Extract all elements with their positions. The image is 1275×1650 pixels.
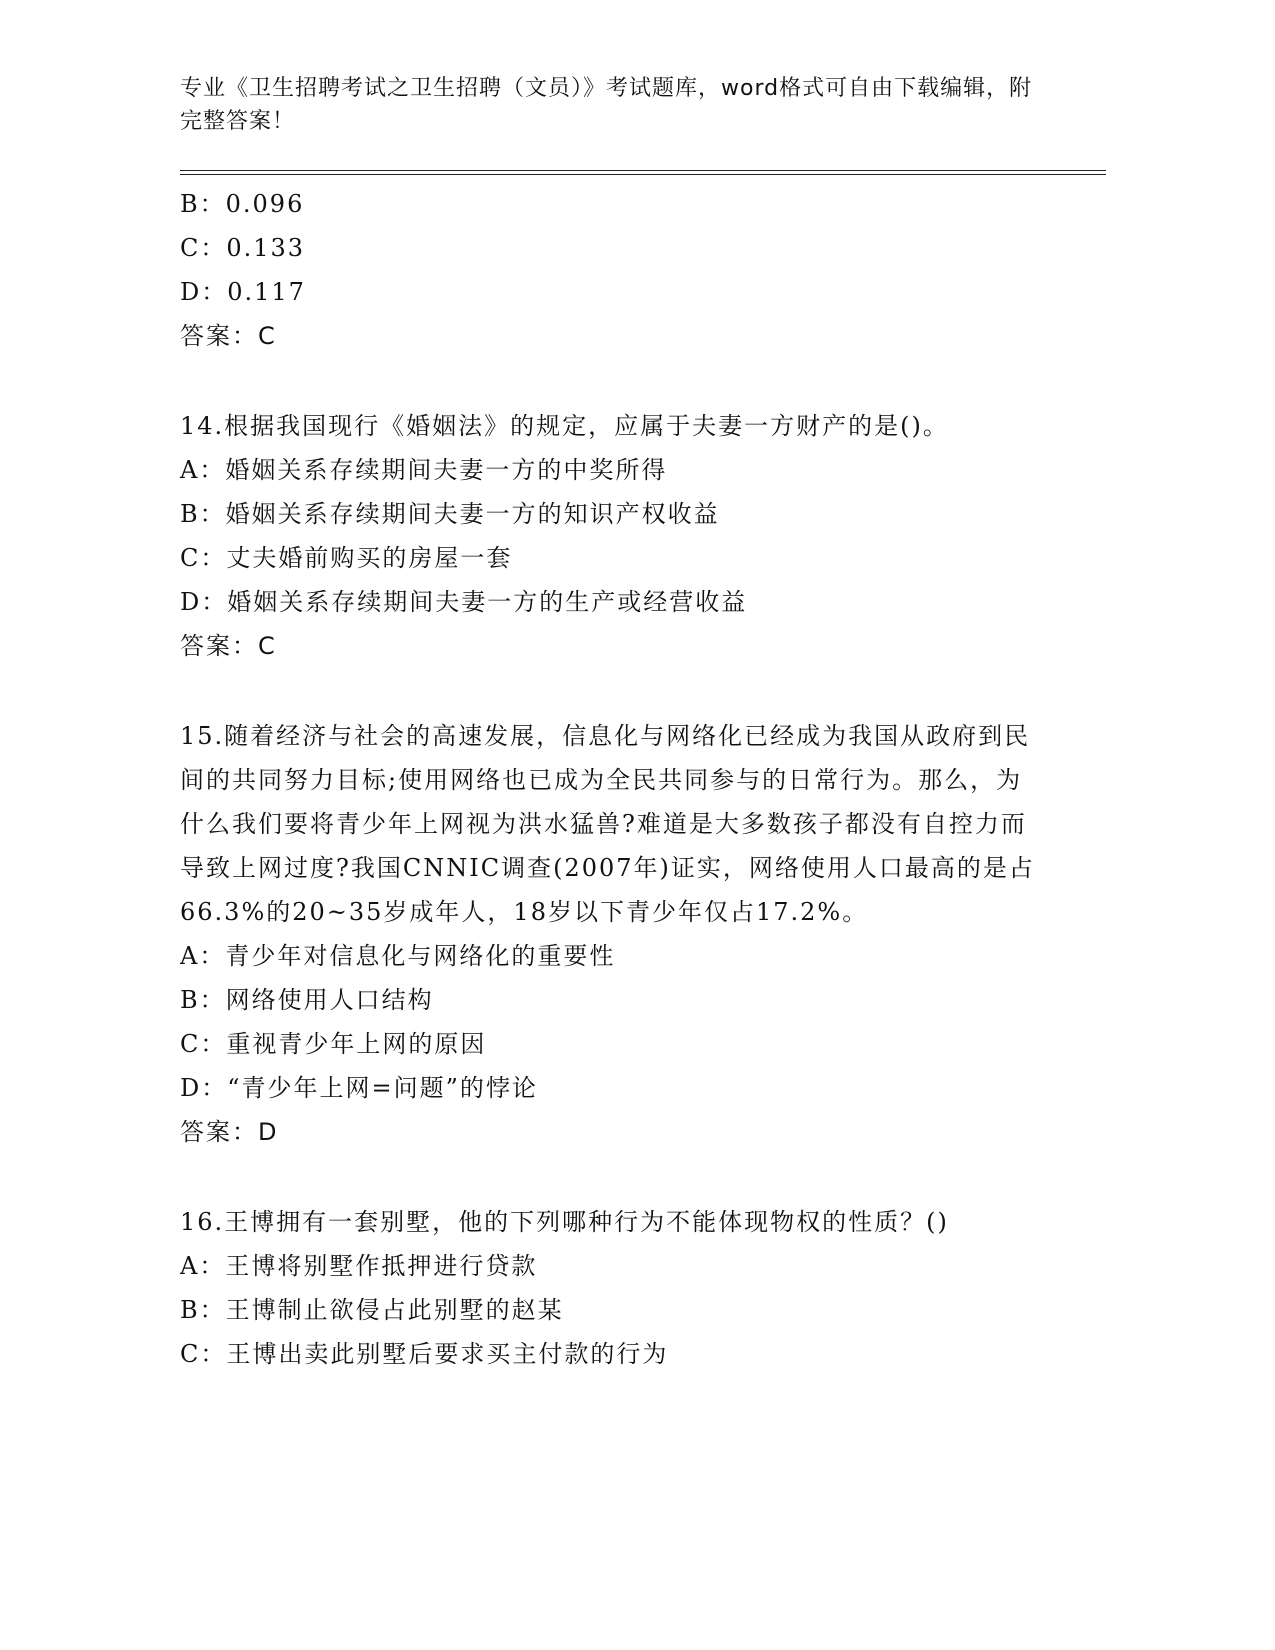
option-c: C：丈夫婚前购买的房屋一套 [180, 544, 513, 572]
spacer [180, 358, 1040, 404]
spacer [180, 668, 1040, 714]
option-b: B：婚姻关系存续期间夫妻一方的知识产权收益 [180, 500, 720, 528]
option-b: B：王博制止欲侵占此别墅的赵某 [180, 1296, 564, 1324]
option-a: A：青少年对信息化与网络化的重要性 [180, 942, 616, 970]
answer-label: 答案：C [180, 632, 277, 660]
spacer [180, 1154, 1040, 1200]
document-header: 专业《卫生招聘考试之卫生招聘（文员）》考试题库，word格式可自由下载编辑，附完整答案！ [180, 76, 1033, 134]
option-a: A：婚姻关系存续期间夫妻一方的中奖所得 [180, 456, 668, 484]
answer-label: 答案：C [180, 322, 277, 350]
option-c: C：王博出卖此别墅后要求买主付款的行为 [180, 1340, 669, 1368]
option-b: B：网络使用人口结构 [180, 986, 434, 1014]
question-14 [180, 404, 1040, 668]
question-13-tail [180, 182, 1040, 358]
question-stem: 16.王博拥有一套别墅，他的下列哪种行为不能体现物权的性质？() [180, 1208, 949, 1236]
question-stem: 14.根据我国现行《婚姻法》的规定，应属于夫妻一方财产的是()。 [180, 412, 949, 440]
option-a: A：王博将别墅作抵押进行贷款 [180, 1252, 538, 1280]
header-divider [180, 170, 1106, 175]
question-list [180, 182, 1040, 1376]
option-d: D：0.117 [180, 278, 306, 306]
option-d: D：“青少年上网=问题”的悖论 [180, 1074, 538, 1102]
option-b: B：0.096 [180, 190, 305, 218]
option-c: C：0.133 [180, 234, 306, 262]
question-stem: 15.随着经济与社会的高速发展，信息化与网络化已经成为我国从政府到民间的共同努力目标;使用网络也已成为全民共同参与的日常行为。那么，为什么我们要将青少年上网视为洪水猛兽?难道是大多数孩子都没有自控力而导致上网过度?我国CNNIC调查(2007年)证实，网络使用人口最高的是占66.3%的20~35岁成年人，18岁以下青少年仅占17.2%。 [180, 722, 1035, 926]
option-c: C：重视青少年上网的原因 [180, 1030, 487, 1058]
question-15 [180, 714, 1040, 1154]
answer-label: 答案：D [180, 1118, 279, 1146]
option-d: D：婚姻关系存续期间夫妻一方的生产或经营收益 [180, 588, 748, 616]
question-16 [180, 1200, 1040, 1376]
